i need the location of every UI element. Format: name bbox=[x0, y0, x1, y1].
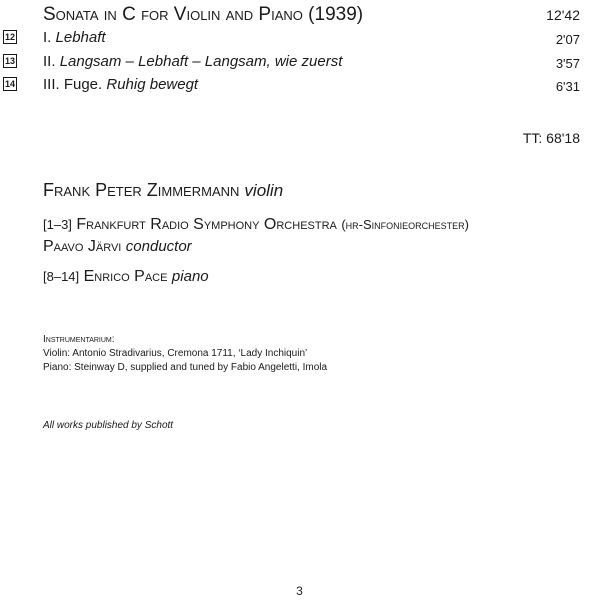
conductor-name: Paavo Järvi bbox=[43, 238, 122, 255]
work-year: (1939) bbox=[308, 4, 364, 25]
track-title bbox=[43, 76, 198, 93]
track-number-badge: 13 bbox=[4, 56, 15, 66]
soloist-role: violin bbox=[244, 181, 284, 200]
movement-number: I. bbox=[43, 29, 52, 46]
page-number: 3 bbox=[296, 584, 303, 598]
conductor-credit bbox=[43, 238, 192, 256]
soloist-credit bbox=[43, 180, 283, 201]
work-duration: 12'42 bbox=[546, 7, 580, 23]
tempo-marking: Ruhig bewegt bbox=[106, 76, 199, 93]
instrumentarium-heading: Instrumentarium: bbox=[43, 334, 115, 345]
track-duration: 2'07 bbox=[555, 32, 580, 47]
orchestra-note: (hr-Sinfonieorchester) bbox=[341, 217, 469, 232]
track-title bbox=[43, 29, 106, 46]
track-duration: 3'57 bbox=[555, 56, 580, 71]
track-number-badge: 12 bbox=[4, 32, 15, 42]
pianist-role: piano bbox=[171, 268, 209, 285]
tempo-marking: Lebhaft bbox=[55, 29, 106, 46]
instrumentarium-violin: Violin: Antonio Stradivarius, Cremona 1711, ‘Lady Inchiquin’ bbox=[43, 348, 308, 359]
movement-number: II. bbox=[43, 53, 56, 70]
pianist-name: Enrico Pace bbox=[83, 268, 168, 285]
track-number-badge: 14 bbox=[4, 79, 15, 89]
track-duration: 6'31 bbox=[555, 79, 580, 94]
conductor-role: conductor bbox=[125, 238, 192, 255]
track-title bbox=[43, 53, 342, 70]
movement-number: III. Fuge. bbox=[43, 76, 103, 93]
publisher-note: All works published by Schott bbox=[43, 420, 174, 431]
work-title-text: Sonata in C for Violin and Piano bbox=[43, 4, 303, 25]
track-range: [1–3] bbox=[43, 217, 72, 232]
soloist-name: Frank Peter Zimmermann bbox=[43, 180, 240, 200]
pianist-credit bbox=[43, 268, 209, 286]
orchestra-name: Frankfurt Radio Symphony Orchestra bbox=[76, 216, 337, 233]
tempo-marking: Langsam – Lebhaft – Langsam, wie zuerst bbox=[59, 53, 343, 70]
total-time: TT: 68'18 bbox=[522, 130, 580, 146]
track-range: [8–14] bbox=[43, 269, 80, 284]
orchestra-credit bbox=[43, 216, 469, 234]
work-title bbox=[43, 4, 363, 26]
instrumentarium-piano: Piano: Steinway D, supplied and tuned by Fabio Angeletti, Imola bbox=[43, 362, 328, 373]
